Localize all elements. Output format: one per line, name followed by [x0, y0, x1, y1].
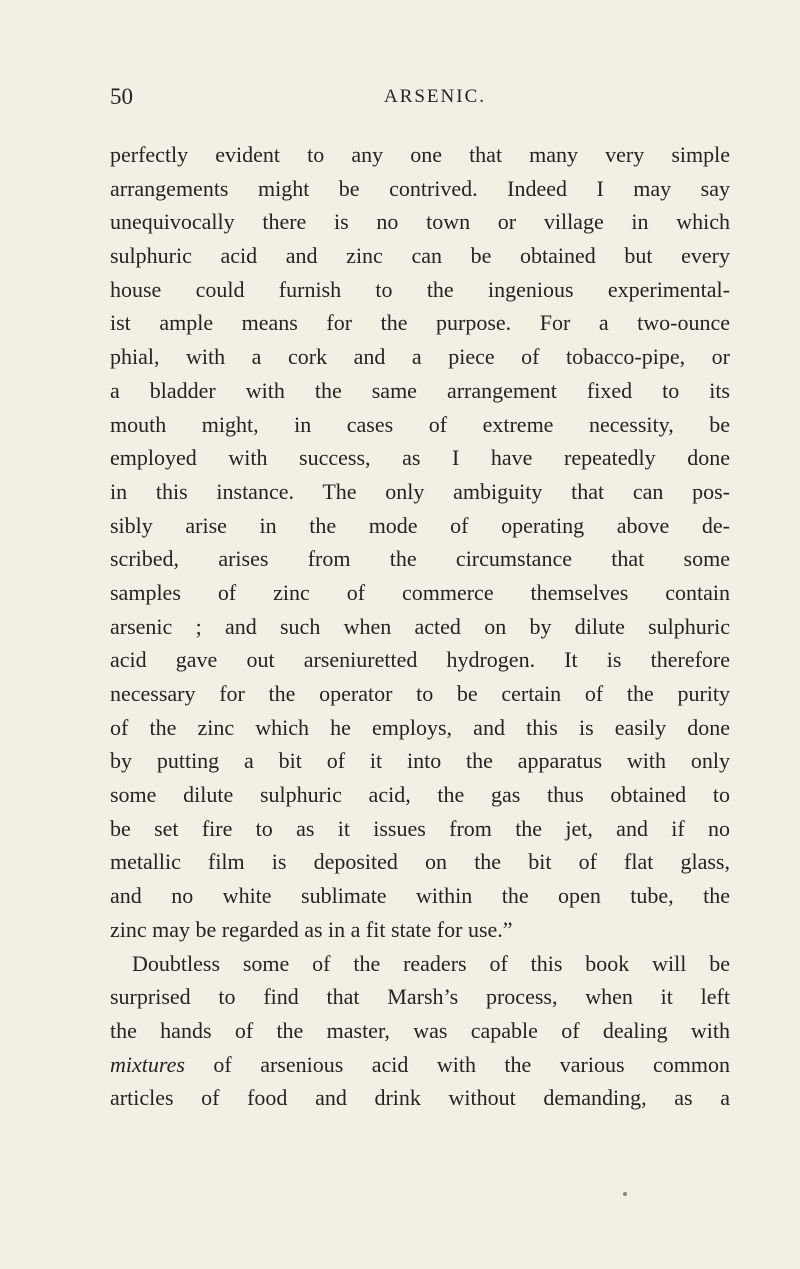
- ink-speck: [623, 1192, 627, 1196]
- text-line: and no white sublimate within the open tube, the: [110, 883, 730, 909]
- text-line: of the zinc which he employs, and this is easily done: [110, 714, 730, 740]
- italic-word: mixtures: [110, 1051, 185, 1077]
- text-line: metallic film is deposited on the bit of flat glass,: [110, 849, 730, 875]
- page-header: [110, 84, 730, 114]
- text-line: sibly arise in the mode of operating above de-: [110, 512, 730, 538]
- text-line: surprised to find that Marsh’s process, when it left: [110, 984, 730, 1010]
- text-line: a bladder with the same arrangement fixed to its: [110, 377, 730, 403]
- text-line: some dilute sulphuric acid, the gas thus obtained to: [110, 782, 730, 808]
- text-line: zinc may be regarded as in a fit state for use.”: [110, 916, 513, 942]
- text-line: house could furnish to the ingenious experimental-: [110, 276, 730, 302]
- text-line: samples of zinc of commerce themselves contain: [110, 579, 730, 605]
- text-line: the hands of the master, was capable of dealing with: [110, 1017, 730, 1043]
- paragraph-first-line: Doubtless some of the readers of this book will be: [132, 950, 730, 976]
- text-line: articles of food and drink without demanding, as a: [110, 1085, 730, 1111]
- text-line-with-italic: [110, 1048, 730, 1082]
- text-line: employed with success, as I have repeatedly done: [110, 445, 730, 471]
- body-text: [110, 138, 730, 1115]
- text-line: necessary for the operator to be certain of the purity: [110, 681, 730, 706]
- page-number: 50: [110, 84, 133, 109]
- text-line: perfectly evident to any one that many very simple: [110, 142, 730, 167]
- text-line: by putting a bit of it into the apparatus with only: [110, 748, 730, 774]
- text-line: mouth might, in cases of extreme necessity, be: [110, 411, 730, 437]
- text-line: phial, with a cork and a piece of tobacco-pipe, or: [110, 344, 730, 370]
- text-line: arsenic ; and such when acted on by dilute sulphuric: [110, 613, 730, 639]
- text-line: sulphuric acid and zinc can be obtained but every: [110, 243, 730, 269]
- text-line: scribed, arises from the circumstance that some: [110, 546, 730, 572]
- text-line: be set fire to as it issues from the jet, and if no: [110, 815, 730, 841]
- running-head: ARSENIC.: [383, 86, 487, 107]
- text-line: acid gave out arseniuretted hydrogen. It is therefore: [110, 647, 730, 673]
- text-run: of arsenious acid with the various common: [184, 1051, 730, 1077]
- text-line: unequivocally there is no town or village in which: [110, 209, 730, 235]
- text-line: in this instance. The only ambiguity that can pos-: [110, 478, 730, 504]
- text-line: ist ample means for the purpose. For a two-ounce: [110, 310, 730, 336]
- text-line: arrangements might be contrived. Indeed I may say: [110, 175, 730, 201]
